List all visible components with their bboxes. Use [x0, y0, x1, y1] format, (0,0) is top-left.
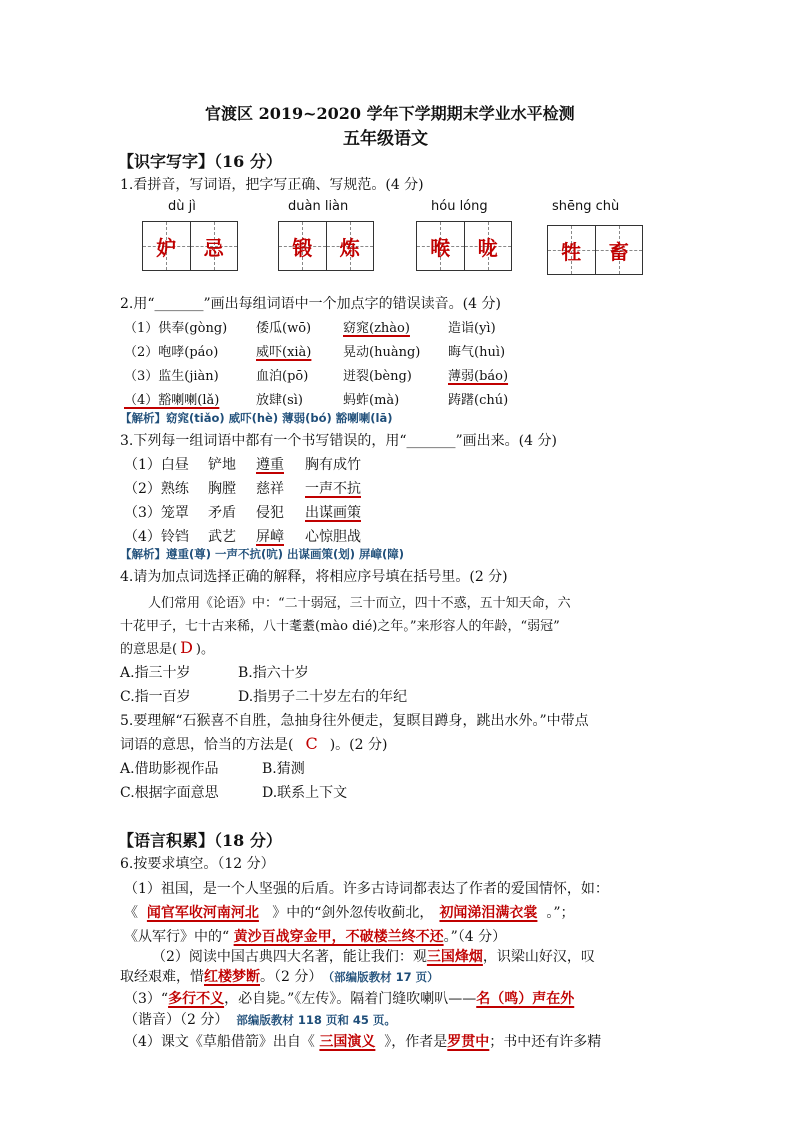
q6-answer: 黄沙百战穿金甲，不破楼兰终不还: [233, 929, 444, 945]
q2-word: 蚂蚱(mà): [343, 393, 400, 408]
q4-answer: D: [180, 638, 193, 657]
q6-line: 《从军行》中的“ 黄沙百战穿金甲，不破楼兰终不还。”（4 分）: [124, 929, 507, 945]
writing-grid: [142, 221, 238, 271]
q4-prompt: 4.请为加点词选择正确的解释，将相应序号填在括号里。(2 分): [120, 569, 508, 585]
q3-word-marked: 一声不抗: [305, 481, 361, 497]
grid-cell: 忌: [190, 222, 238, 270]
q6-line: （谐音）（2 分） 部编版教材 118 页和 45 页。: [124, 1012, 396, 1028]
q5-answer: C: [305, 734, 318, 753]
q3-word: （4）铃铛: [124, 529, 189, 545]
q2-word-marked: 薄弱(báo): [448, 369, 509, 384]
q3-word: 胸有成竹: [305, 457, 361, 473]
q3-word-marked: 出谋画策: [305, 505, 361, 521]
q3-word: （1）白昼: [124, 457, 189, 473]
q3-word: 侵犯: [256, 505, 284, 521]
q6-note: 部编版教材 118 页和 45 页。: [236, 1013, 396, 1027]
grid-cell: 牲: [548, 226, 595, 274]
grid-cell: 锻: [279, 222, 326, 270]
q2-word-marked: 窈窕(zhào): [343, 321, 410, 336]
q4-passage-line: 人们常用《论语》中：“二十弱冠，三十而立，四十不惑，五十知天命，六: [148, 596, 571, 611]
q5-option: C.根据字面意思: [120, 785, 219, 801]
q5-prompt: 5.要理解“石猴喜不自胜，急抽身往外便走，复瞑目蹲身，跳出水外。”中带点: [120, 713, 589, 729]
q3-word-marked: 屏嶂: [256, 529, 284, 545]
q6-line: 《 闻官军收河南河北 》中的“剑外忽传收蓟北， 初闻涕泪满衣裳 。”；: [124, 905, 575, 921]
q6-answer: 罗贯中: [447, 1034, 490, 1050]
q3-word: （3）笼罩: [124, 505, 189, 521]
q6-answer: 多行不义: [168, 991, 225, 1007]
writing-grid: [278, 221, 374, 271]
q3-word: 铲地: [208, 457, 236, 473]
q6-note: （部编版教材 17 页）: [328, 970, 439, 984]
q6-line: （4）课文《草船借箭》出自《 三国演义 》，作者是罗贯中；书中还有许多精: [124, 1034, 602, 1050]
exam-subtitle: 五年级语文: [343, 129, 428, 149]
q5-option: A.借助影视作品: [120, 761, 219, 777]
q3-analysis: 【解析】遵重(尊) 一声不抗(吭) 出谋画策(划) 屏嶂(障): [120, 547, 405, 561]
exam-title: 官渡区 2019~2020 学年下学期期末学业水平检测: [205, 104, 575, 123]
q1-prompt: 1.看拼音，写词语，把字写正确、写规范。(4 分): [120, 177, 424, 193]
q6-answer: 三国演义: [319, 1034, 376, 1050]
q6-answer: 名（鸣）声在外: [476, 991, 575, 1007]
q4-passage-line: 十花甲子，七十古来稀，八十耄耋(mào dié)之年。”来形容人的年龄，“弱冠”: [120, 619, 560, 634]
pinyin-label: dù jì: [168, 199, 196, 214]
q3-prompt: 3.下列每一组词语中都有一个书写错误的，用“_______”画出来。(4 分): [120, 433, 557, 449]
grid-cell: 畜: [595, 226, 643, 274]
q5-option: D.联系上下文: [262, 785, 348, 801]
q6-line: （2）阅读中国古典四大名著，能让我们：观三国烽烟，识梁山好汉，叹: [152, 949, 595, 965]
pinyin-label: hóu lóng: [431, 199, 488, 214]
q4-option: C.指一百岁: [120, 689, 191, 705]
q6-answer: 闻官军收河南河北: [146, 905, 259, 921]
q6-line: （1）祖国，是一个人坚强的后盾。许多古诗词都表达了作者的爱国情怀，如：: [124, 881, 609, 897]
q2-prompt: 2.用“_______”画出每组词语中一个加点字的错误读音。(4 分): [120, 296, 501, 312]
q3-word: （2）熟练: [124, 481, 189, 497]
writing-grid: [547, 225, 643, 275]
q4-option: D.指男子二十岁左右的年纪: [238, 689, 408, 705]
q2-word: 踌躇(chú): [448, 393, 509, 408]
q5-prompt: 词语的意思，恰当的方法是( C )。(2 分): [120, 734, 388, 753]
q2-word: 造诣(yì): [448, 321, 496, 336]
q6-answer: 三国烽烟: [426, 949, 483, 965]
q4-option: A.指三十岁: [120, 665, 191, 681]
grid-cell: 喉: [417, 222, 464, 270]
pinyin-label: duàn liàn: [288, 199, 349, 214]
q3-word: 武艺: [208, 529, 236, 545]
q4-passage-line: 的意思是( D )。: [120, 638, 214, 657]
pinyin-label: shēng chù: [552, 199, 620, 214]
q2-word: 倭瓜(wō): [256, 321, 312, 336]
q4-option: B.指六十岁: [238, 665, 309, 681]
grid-cell: 咙: [464, 222, 512, 270]
q2-word: 血泊(pō): [256, 369, 309, 384]
grid-cell: 炼: [326, 222, 374, 270]
q3-word-marked: 遵重: [256, 457, 284, 473]
q2-analysis: 【解析】窈窕(tiǎo) 威吓(hè) 薄弱(bó) 豁喇喇(lā): [120, 411, 393, 425]
q2-word-marked: （4）豁喇喇(lǎ): [124, 393, 220, 408]
q2-word: 放肆(sì): [256, 393, 303, 408]
writing-grid: [416, 221, 512, 271]
q5-option: B.猜测: [262, 761, 305, 777]
q2-word: （2）咆哮(páo): [124, 345, 219, 360]
q6-line: 取经艰难，惜红楼梦断。（2 分） （部编版教材 17 页）: [120, 969, 439, 985]
q6-prompt: 6.按要求填空。（12 分）: [120, 856, 275, 872]
section-heading-language: 【语言积累】（18 分）: [118, 831, 282, 850]
q3-word: 慈祥: [256, 481, 284, 497]
q3-word: 胸膛: [208, 481, 236, 497]
q2-word-marked: 威吓(xià): [256, 345, 312, 360]
q2-word: 晃动(huàng): [343, 345, 421, 360]
q6-line: （3）“多行不义，必自毙。”《左传》。隔着门缝吹喇叭——名（鸣）声在外: [124, 991, 575, 1007]
section-heading-literacy: 【识字写字】（16 分）: [118, 152, 282, 171]
q3-word: 矛盾: [208, 505, 236, 521]
q2-word: （3）监生(jiàn): [124, 369, 219, 384]
q2-word: 迸裂(bèng): [343, 369, 412, 384]
grid-cell: 妒: [143, 222, 190, 270]
q2-word: 晦气(huì): [448, 345, 506, 360]
q6-answer: 红楼梦断: [204, 969, 260, 985]
q6-answer: 初闻涕泪满衣裳: [439, 905, 538, 921]
q3-word: 心惊胆战: [305, 529, 361, 545]
q2-word: （1）供奉(gòng): [124, 321, 228, 336]
